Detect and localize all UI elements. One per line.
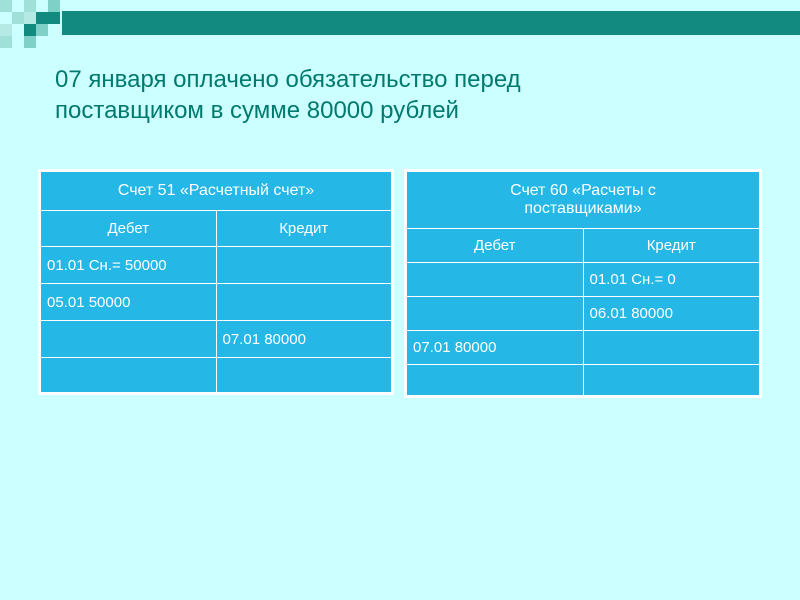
table-row (406, 263, 761, 297)
account-51-credit-cell (216, 358, 393, 394)
table-row (406, 365, 761, 397)
account-60-credit-cell: 06.01 80000 (583, 297, 761, 331)
account-51-debit-cell: 01.01 Сн.= 50000 (40, 247, 217, 284)
slide-title (55, 64, 675, 126)
account-60-title (406, 171, 761, 229)
account-51-title: Счет 51 «Расчетный счет» (40, 171, 393, 211)
table-row (406, 297, 761, 331)
account-60-title-line-2: поставщиками» (524, 200, 642, 217)
account-60-debit-cell (406, 297, 584, 331)
account-60-debit-cell (406, 263, 584, 297)
account-51-debit-cell: 05.01 50000 (40, 284, 217, 321)
account-51-table (38, 169, 394, 395)
account-60-debit-cell: 07.01 80000 (406, 331, 584, 365)
slide-title-line-1: 07 января оплачено обязательство перед (55, 66, 521, 93)
account-60-credit-header: Кредит (583, 229, 761, 263)
table-row (40, 247, 393, 284)
table-row (40, 284, 393, 321)
account-60-debit-header: Дебет (406, 229, 584, 263)
table-row (40, 321, 393, 358)
account-60-credit-cell (583, 331, 761, 365)
account-60-debit-cell (406, 365, 584, 397)
table-row (406, 331, 761, 365)
account-60-credit-cell (583, 365, 761, 397)
account-51-credit-cell (216, 247, 393, 284)
table-row (40, 358, 393, 394)
account-51-debit-cell (40, 321, 217, 358)
header-accent-bar (62, 11, 800, 35)
account-60-title-line-1: Счет 60 «Расчеты с (510, 182, 656, 199)
account-51-credit-cell: 07.01 80000 (216, 321, 393, 358)
account-51-debit-cell (40, 358, 217, 394)
account-51-credit-header: Кредит (216, 211, 393, 247)
slide-title-line-2: поставщиком в сумме 80000 рублей (55, 97, 459, 124)
account-60-credit-cell: 01.01 Сн.= 0 (583, 263, 761, 297)
account-60-table (404, 169, 762, 398)
account-51-debit-header: Дебет (40, 211, 217, 247)
account-51-credit-cell (216, 284, 393, 321)
